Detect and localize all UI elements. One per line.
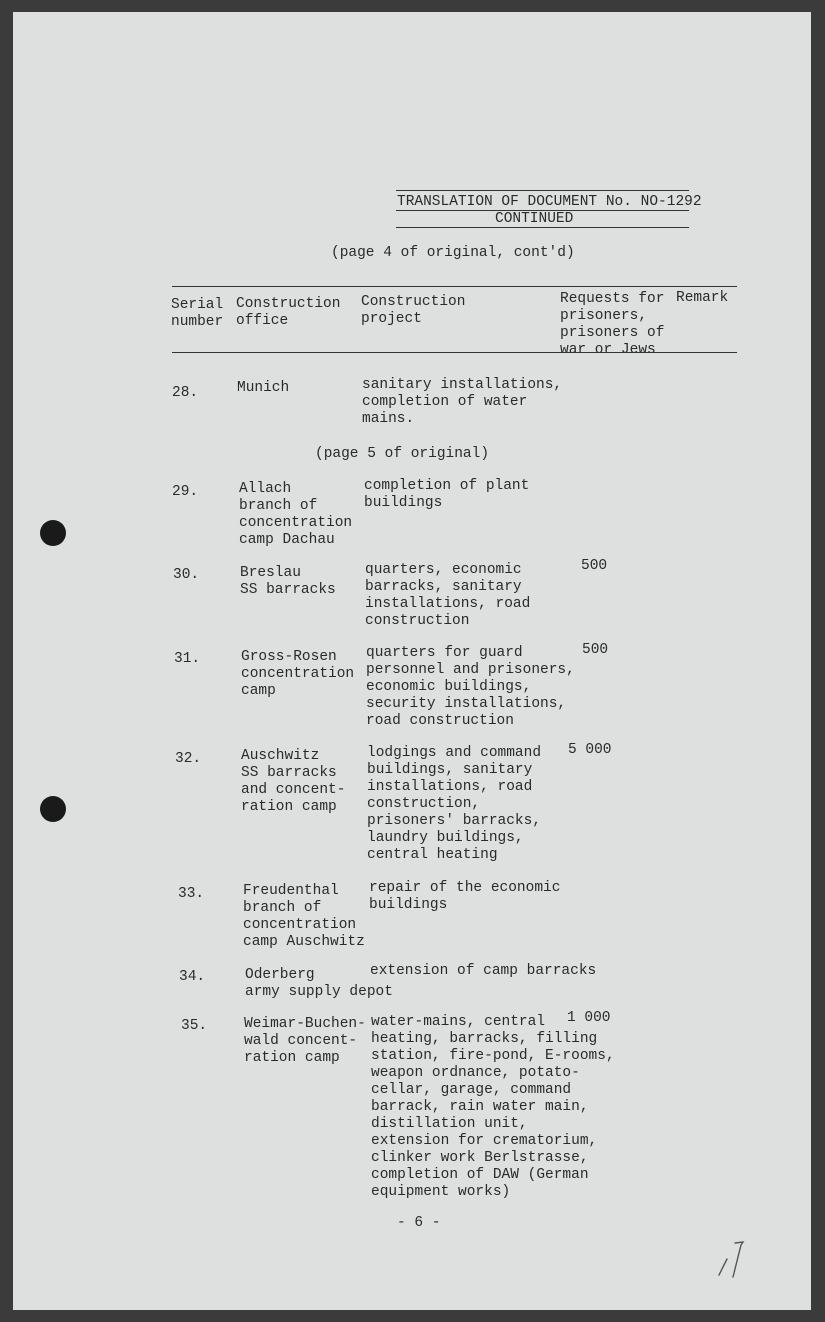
row-office: Freudenthal branch of concentration camp Auschwitz — [243, 883, 365, 950]
row-project: completion of plant buildings — [364, 478, 530, 511]
row-serial: 32. — [175, 751, 202, 767]
page-note-mid: (page 5 of original) — [315, 446, 490, 462]
row-requests: 500 — [581, 558, 608, 574]
punch-hole — [40, 520, 66, 546]
row-serial: 34. — [179, 969, 206, 985]
row-project: quarters, economic barracks, sanitary installations, road construction — [365, 562, 531, 629]
page-number: - 6 - — [397, 1215, 441, 1231]
column-header-serial: Serial number — [171, 297, 224, 330]
column-header-project: Construction project — [361, 294, 466, 327]
row-project: extension of camp barracks — [370, 963, 597, 979]
row-project: lodgings and command buildings, sanitary installations, road construction, prisoners' barracks, laundry buildings, central heating — [367, 745, 542, 863]
column-header-requests: Requests for prisoners, prisoners of war or Jews — [560, 291, 665, 358]
row-project: sanitary installations, completion of water mains. — [362, 377, 563, 427]
row-requests: 1 000 — [567, 1010, 611, 1026]
handwritten-mark — [713, 1237, 761, 1279]
page-note-top: (page 4 of original, cont'd) — [331, 245, 575, 261]
row-serial: 31. — [174, 651, 201, 667]
row-project: quarters for guard personnel and prisoners, economic buildings, security installations, road construction — [366, 645, 575, 729]
row-office: Gross-Rosen concentration camp — [241, 649, 355, 699]
row-serial: 35. — [181, 1018, 208, 1034]
column-header-remark: Remark — [676, 290, 729, 306]
table-header-rule-top — [172, 286, 737, 287]
row-serial: 30. — [173, 567, 200, 583]
row-project: water-mains, central heating, barracks, filling station, fire-pond, E-rooms, weapon ordnance, potato- cellar, garage, command barrack, rain water main, distillation unit, extension for crematorium, clinker work Berlstrasse, completion of DAW (German equipment works) — [371, 1014, 615, 1200]
subtitle-underline — [396, 227, 689, 228]
row-serial: 33. — [178, 886, 205, 902]
document-subtitle: CONTINUED — [495, 211, 574, 227]
row-office: Allach branch of concentration camp Dachau — [239, 481, 353, 548]
row-office: Auschwitz SS barracks and concent- ration camp — [241, 748, 346, 815]
row-requests: 5 000 — [568, 742, 612, 758]
title-rule-top — [396, 190, 689, 191]
punch-hole — [40, 796, 66, 822]
table-header-rule-bottom — [172, 352, 737, 353]
row-requests: 500 — [582, 642, 609, 658]
document-title: TRANSLATION OF DOCUMENT No. NO-1292 — [397, 194, 702, 210]
row-office: Munich — [237, 380, 290, 396]
row-office: Breslau SS barracks — [240, 565, 336, 598]
column-header-office: Construction office — [236, 296, 341, 329]
row-serial: 29. — [172, 484, 199, 500]
row-office: Oderberg army supply depot — [245, 967, 393, 1000]
document-page — [13, 12, 811, 1310]
row-project: repair of the economic buildings — [369, 880, 561, 913]
row-serial: 28. — [172, 385, 199, 401]
row-office: Weimar-Buchen- wald concent- ration camp — [244, 1016, 366, 1066]
